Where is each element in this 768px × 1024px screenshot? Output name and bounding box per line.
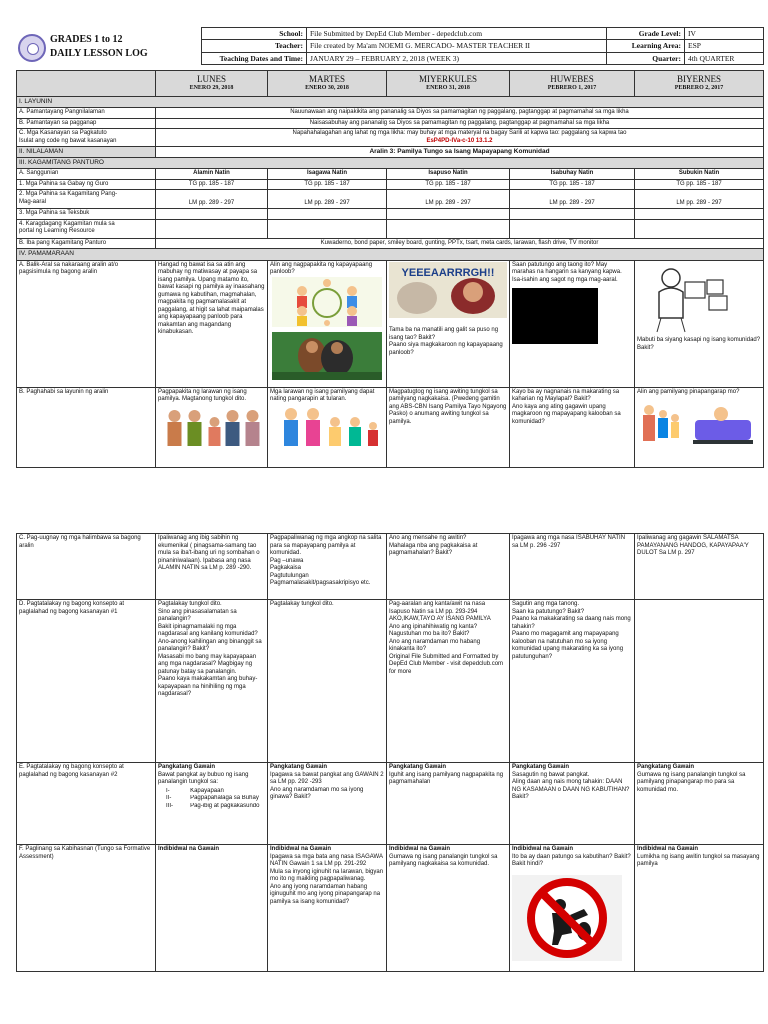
pagtalakay2-martes (268, 763, 387, 845)
paglinang-head-5: Indibidwal na Gawain (637, 846, 699, 852)
pagtalakay2-biyernes-text: Gumawa ng isang panalangin tungkol sa pamilyang pinapangarap mo para sa komunidad mo. (637, 771, 746, 793)
lm-value-2: LM pp. 289 - 297 (268, 190, 387, 209)
paghahabi-biyernes-text: Alin ang pamilyang pinapangarap mo? (637, 388, 740, 395)
sangg-head-3: Isapuso Natin (387, 169, 510, 180)
paghahabi-miyerkules: Magpatugtog ng isang awiting tungkol sa pamilyang nagkakaisa. (Pwedeng gamitin ang ABS-CBN Isang Pamilya Tayo Ngayong Pasko) o anumang awiting tungkol sa pamilya. (387, 387, 510, 467)
pagtalakay2-huwebes (510, 763, 635, 845)
topic-text-2: Pagpapahalaga sa Buhay (190, 795, 259, 801)
school-value: File Submitted by DepEd Club Member - depedclub.com (307, 28, 607, 40)
pagtalakay1-label: D. Pagtatalakay ng bagong konsepto at paglalahad ng bagong kasanayan #1 (17, 600, 156, 763)
paglinang-miyerkules-text: Gumawa ng isang panalangin tungkol sa pamilyang nagkakaisa sa komunidad. (389, 853, 498, 867)
pagtalakay2-huwebes-text: Sasagutin ng bawat pangkat. Aling daan ang nais mong tahakin: DAAN NG KASAMAAN o DAAN NG KABUTIHAN? Bakit? (512, 771, 630, 800)
paglinang-martes-text: Ipagawa sa mga bata ang nasa ISAGAWA NATIN Gawain 1 sa LM pp. 291-292 Mula sa inyong iginuhit na larawan, bigyan mo ito ng maikling pagpapaliwanag. Ano ang iyong naramdaman habang iginuguhit mo ang iyong pinapangarap na pamilya sa isang komunidad? (270, 853, 384, 905)
balik-aral-biyernes (635, 260, 764, 387)
happy-family-illustration (270, 404, 384, 450)
page-one (0, 0, 768, 470)
pagtalakay1-huwebes: Sagutin ang mga tanong. Saan ka patutungo? Bakit? Paano ka makakarating sa daang nais mong tahakin? Paano mo magagamit ang mapayapang kalooban na natutuhan mo sa iyong komunidad upang makarating ka sa iyong patutunguhan? (510, 600, 635, 763)
pagtalakay1-miyerkules: Pag-aaralan ang kanta/awit na nasa Isapuso Natin sa LM pp. 293-294 AKO,IKAW,TAYO AY ISANG PAMILYA Ano ang ipinahihiwatig ng kanta? Nagustuhan mo ba ito? Bakit? Ano ang naramdaman mo habang kinakanta ito? Original File Submitted and Formatted by DepEd Club Member - visit depedclub.com for more (387, 600, 510, 763)
pagtalakay2-lunes (156, 763, 268, 845)
pagtalakay1-biyernes (635, 600, 764, 763)
pamantayang-label: A. Pamantayang Pangnilalaman (17, 108, 156, 119)
paglinang-head-1: Indibidwal na Gawain (158, 846, 220, 852)
quarter-value: 4th QUARTER (685, 52, 764, 64)
children-circle-illustration (270, 277, 384, 327)
header-info-table (201, 27, 764, 65)
section-pamamaraan: IV. PAMAMARAAN (17, 249, 764, 260)
day-huwebes: HUWEBES PEBRERO 1, 2017 (510, 71, 635, 97)
pag-uugnay-huwebes: Ipagawa ang mga nasa ISABUHAY NATIN sa LM p. 296 -297 (510, 534, 635, 600)
gabay-label: 1. Mga Pahina sa Gabay ng Guro (17, 179, 156, 190)
iba-label: B. Iba pang Kagamitang Panturo (17, 238, 156, 249)
lr-cell-5 (635, 219, 764, 238)
paghahabi-biyernes (635, 387, 764, 467)
lesson-table-page2 (16, 533, 764, 972)
day-miyerkules: MIYERKULES ENERO 31, 2018 (387, 71, 510, 97)
teksbuk-cell-2 (268, 209, 387, 220)
kasanayan-cell (156, 129, 764, 147)
pag-uugnay-miyerkules: Ano ang mensahe ng awitin? Mahalaga nba ang pagkakaisa at pagmamahalan? Bakit? (387, 534, 510, 600)
lr-label: 4. Karagdagang Kagamitan mula sa portal ng Learning Resource (17, 219, 156, 238)
deped-seal-icon (18, 34, 46, 62)
balik-aral-miyerkules-text: Tama ba na manatili ang galit sa puso ng isang tao? Bakit? Paano siya magkakaroon ng kapayapaang panloob? (389, 327, 503, 356)
man-with-gift-sketch (637, 262, 761, 334)
paghahabi-lunes-text: Pagpapakita ng larawan ng isang pamilya. Magtanong tungkol dito. (158, 388, 247, 402)
pagtalakay2-head-1: Pangkatang Gawain (158, 764, 216, 770)
kasanayan-value: Napahahalagahan ang lahat ng mga likha: may buhay at mga materyal na bagay Sarili at kapwa tao: paggalang sa kapwa tao (292, 130, 627, 137)
lr-cell-1 (156, 219, 268, 238)
paglinang-head-3: Indibidwal na Gawain (389, 846, 451, 852)
paghahabi-label: B. Paghahabi sa layunin ng aralin (17, 387, 156, 467)
kasanayan-label: C. Mga Kasanayan sa Pagkatuto Isulat ang code ng bawat kasanayan (17, 129, 156, 147)
section-nilalaman: II. NILALAMAN (17, 147, 156, 158)
lm-value-5: LM pp. 289 - 297 (635, 190, 764, 209)
gabay-value-4: TG pp. 185 - 187 (510, 179, 635, 190)
day-biyernes: BIYERNES PEBRERO 2, 2017 (635, 71, 764, 97)
topic-num-2: II- (166, 795, 172, 801)
lr-cell-2 (268, 219, 387, 238)
title-grades: GRADES 1 to 12 (50, 34, 123, 45)
sangg-head-4: Isabuhay Natin (510, 169, 635, 180)
pagtalakay2-miyerkules (387, 763, 510, 845)
quarter-label: Quarter: (607, 52, 685, 64)
balik-aral-huwebes (510, 260, 635, 387)
balik-aral-martes (268, 260, 387, 387)
lesson-table-page1 (16, 70, 764, 468)
lm-label: 2. Mga Pahina sa Kagamitang Pang- Mag-aaral (17, 190, 156, 209)
black-image-placeholder (512, 288, 598, 344)
banner-text: YEEEAARRRGH!! (401, 266, 495, 279)
lr-cell-3 (387, 219, 510, 238)
paglinang-head-4: Indibidwal na Gawain (512, 846, 574, 852)
pagganap-value: Naisasabuhay ang pananalig sa Diyos sa pamamagitan ng paggalang, pagtanggap at pagmamahal sa mga likha (156, 118, 764, 129)
pagganap-label: B. Pamantayan sa pagganap (17, 118, 156, 129)
balik-aral-label: A. Balik-Aral sa nakaraang aralin at/o pagsisimula ng bagong aralin (17, 260, 156, 387)
pagtalakay1-martes: Pagtalakay tungkol dito. (268, 600, 387, 763)
topic-list (158, 788, 265, 811)
sangg-head-5: Subukin Natin (635, 169, 764, 180)
nilalaman-value: Aralin 3: Pamilya Tungo sa Isang Mapayapang Komunidad (156, 147, 764, 158)
balik-aral-huwebes-text: Saan patutungo ang taong ito? May marahas na hangarin sa kanyang kapwa. Isa-isahin ang sagot ng mga mag-aaral. (512, 261, 622, 283)
paglinang-huwebes-text: Ito ba ay daan patungo sa kabutihan? Bakit? Bakit hindi? (512, 853, 631, 867)
paglinang-label: F. Paglinang sa Kabihasnan (Tungo sa Formative Assessment) (17, 845, 156, 972)
section-layunin: I. LAYUNIN (17, 97, 764, 108)
pagtalakay2-miyerkules-text: Iguhit ang isang pamilyang nagpapakita ng pagmamahalan (389, 771, 504, 785)
family-hug-photo (270, 332, 384, 380)
pagtalakay1-lunes: Pagtalakay tungkol dito. Sino ang pinasasalamatan sa panalangin? Bakit ipinagmamalaki ng mga nagdarasal ang kanilang komunidad? Ano-anong kahilingan ang binanggit sa panalangin? Bakit? Masasabi mo bang may kapayapaan ang mga nagdarasal? Magbigay ng patunay batay sa panalangin. Paano kaya makakamtan ang buhay-kapayapaan na hinihiling ng mga nagdarasal? (156, 600, 268, 763)
paglinang-miyerkules (387, 845, 510, 972)
lr-cell-4 (510, 219, 635, 238)
paghahabi-huwebes: Kayo ba ay nagnanais na makarating sa kaharian ng Maylapal? Bakit? Ano kaya ang ating gagawin upang magkaroon ng mapayapang kalooban sa komunidad? (510, 387, 635, 467)
gabay-value-3: TG pp. 185 - 187 (387, 179, 510, 190)
balik-aral-miyerkules (387, 260, 510, 387)
family-vs-couch-illustration (637, 396, 761, 448)
sanggunian-label: A. Sanggunian (17, 169, 156, 180)
angry-shout-illustration (389, 262, 507, 318)
gabay-value-5: TG pp. 185 - 187 (635, 179, 764, 190)
topic-num-3: III- (166, 802, 173, 809)
section-kagamitan: III. KAGAMITANG PANTURO (17, 158, 764, 169)
topic-text-1: Kapayapaan (190, 787, 224, 794)
dates-label: Teaching Dates and Time: (202, 52, 307, 64)
teksbuk-label: 3. Mga Pahina sa Teksbuk (17, 209, 156, 220)
pagtalakay2-label: E. Pagtatalakay ng bagong konsepto at paglalahad ng bagong kasanayan #2 (17, 763, 156, 845)
lm-value-3: LM pp. 289 - 297 (387, 190, 510, 209)
balik-aral-martes-text: Alin ang nagpapakita ng kapayapaang panloob? (270, 261, 373, 275)
dates-value: JANUARY 29 – FEBRUARY 2, 2018 (WEEK 3) (307, 52, 607, 64)
kasanayan-code: EsP4PD-IVa-c-10 13.1.2 (426, 137, 493, 144)
page-two (0, 533, 768, 993)
gabay-value-2: TG pp. 185 - 187 (268, 179, 387, 190)
pag-uugnay-martes: Pagpapaliwanag ng mga angkop na salita para sa mapayapang pamilya at komunidad. Pag –unawa Pagkakaisa Pagtutulungan Pagmamalasakit/pagsasakripisyo etc. (268, 534, 387, 600)
gabay-value-1: TG pp. 185 - 187 (156, 179, 268, 190)
pagtalakay2-martes-text: Ipagawa sa bawat pangkat ang GAWAIN 2 sa LM pp. 292 -293 Ano ang naramdaman mo sa iyong ginawa? Bakit? (270, 771, 384, 800)
no-thief-sign-icon (512, 875, 622, 961)
pagtalakay2-biyernes (635, 763, 764, 845)
family-portrait-illustration (158, 404, 265, 450)
pag-uugnay-lunes: Ipaliwanag ang ibig sabihin ng ekumenikal ( pinagsama-samang tao mula sa iba't-ibang uri ng sombahan o pinaniniwalaan). Ipabasa ang nasa ALAMIN NATIN sa LM p. 289 -290. (156, 534, 268, 600)
area-label: Learning Area: (607, 40, 685, 52)
balik-aral-lunes: Hangad ng bawat isa sa atin ang mabuhay ng matiwasay at payapa sa isang pamilya. Upang matamo ito, bawat kasapi ng pamilya ay inaasahang gumawa ng kabutihan, magmahalan, magpakita ng pagmamalasakit at paggalang, at higit sa lahat maipamalas ang kapayapaang panloob para makamtan ang magandang kinabukasan. (156, 260, 268, 387)
pagtalakay2-lunes-text: Bawat pangkat ay bubuo ng isang panalangin tungkol sa: (158, 771, 249, 785)
pamantayang-value: Nauunawaan ang naipakikita ang pananalig sa Diyos sa pamamagitan ng paggalang, pagtanggap at pagmamahal sa mga likha (156, 108, 764, 119)
paghahabi-martes-text: Mga larawan ng isang pamilyang dapat nating pangarapin at tularan. (270, 388, 375, 402)
topic-text-3: Pag-ibig at pagkakasundo (190, 802, 260, 809)
paghahabi-martes (268, 387, 387, 467)
paglinang-lunes (156, 845, 268, 972)
pagtalakay2-head-3: Pangkatang Gawain (389, 764, 447, 770)
area-value: ESP (685, 40, 764, 52)
pag-uugnay-label: C. Pag-uugnay ng mga halimbawa sa bagong aralin (17, 534, 156, 600)
teksbuk-cell-5 (635, 209, 764, 220)
day-martes: MARTES ENERO 30, 2018 (268, 71, 387, 97)
paglinang-biyernes (635, 845, 764, 972)
school-label: School: (202, 28, 307, 40)
grade-value: IV (685, 28, 764, 40)
teksbuk-cell-4 (510, 209, 635, 220)
iba-value: Kuwaderno, bond paper, smiley board, gunting, PPTx, tsart, meta cards, larawan, flash drive, TV monitor (156, 238, 764, 249)
paglinang-martes (268, 845, 387, 972)
pagtalakay2-head-2: Pangkatang Gawain (270, 764, 328, 770)
teacher-label: Teacher: (202, 40, 307, 52)
lm-value-4: LM pp. 289 - 297 (510, 190, 635, 209)
teksbuk-cell-1 (156, 209, 268, 220)
paglinang-biyernes-text: Lumikha ng isang awitin tungkol sa masayang pamilya (637, 853, 760, 867)
sangg-head-2: Isagawa Natin (268, 169, 387, 180)
corner-cell (17, 71, 156, 97)
teacher-value: File created by Ma'am NOEMI G. MERCADO- MASTER TEACHER II (307, 40, 607, 52)
lm-value-1: LM pp. 289 - 297 (156, 190, 268, 209)
day-lunes: LUNES ENERO 29, 2018 (156, 71, 268, 97)
topic-num-1: I- (166, 787, 170, 794)
title-daily-lesson-log: DAILY LESSON LOG (50, 48, 148, 59)
paghahabi-lunes (156, 387, 268, 467)
teksbuk-cell-3 (387, 209, 510, 220)
paglinang-head-2: Indibidwal na Gawain (270, 846, 332, 852)
grade-label: Grade Level: (607, 28, 685, 40)
pag-uugnay-biyernes: Ipaliwanag ang gagawin SALAMATSA PAMAYANANG HANDOG, KAPAYAPAA'Y DULOT Sa LM p. 297 (635, 534, 764, 600)
pagtalakay2-head-4: Pangkatang Gawain (512, 764, 570, 770)
sangg-head-1: Alamin Natin (156, 169, 268, 180)
paglinang-huwebes (510, 845, 635, 972)
pagtalakay2-head-5: Pangkatang Gawain (637, 764, 695, 770)
balik-aral-biyernes-text: Mabuti ba siyang kasapi ng isang komunidad? Bakit? (637, 337, 761, 351)
